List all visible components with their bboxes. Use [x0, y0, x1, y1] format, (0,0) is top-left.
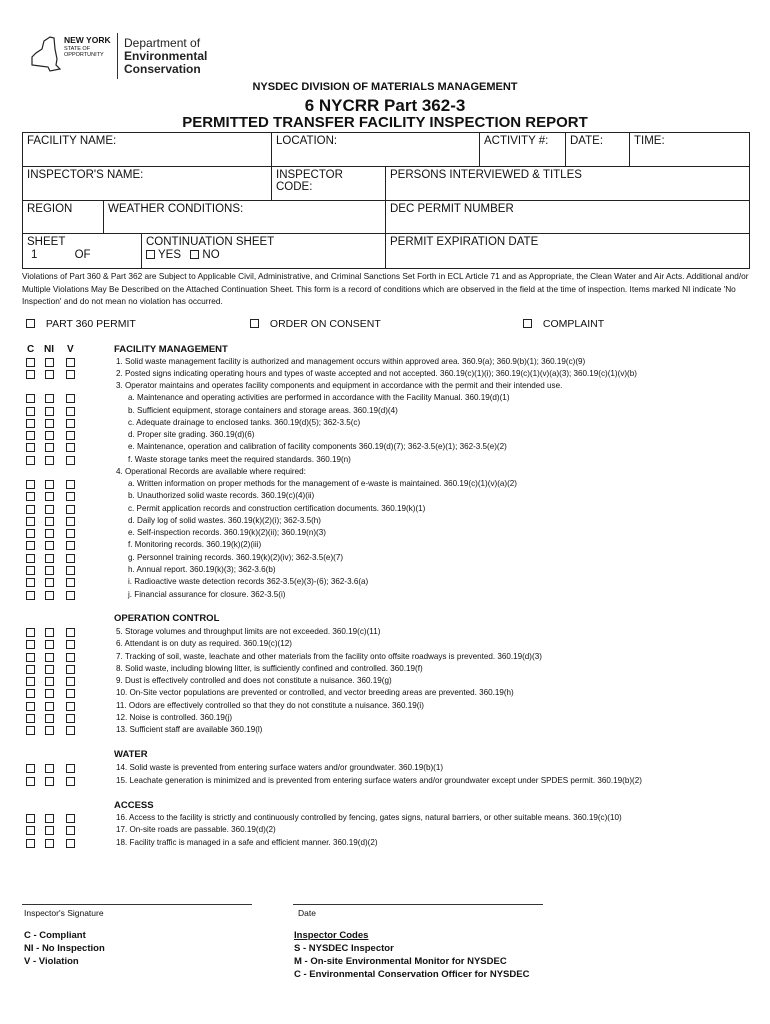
- inspection-item: 10. On-Site vector populations are prevented or controlled, and vector breeding areas are prevented. 360.19(h): [116, 688, 514, 697]
- state-sub-1: STATE OF: [64, 46, 91, 52]
- inspection-item: a. Written information on proper methods for the management of e-waste is maintained. 360.19(c)(1)(v)(a)(2): [128, 479, 517, 488]
- violation-checkbox[interactable]: [66, 764, 75, 773]
- inspection-item: 5. Storage volumes and throughput limits are not exceeded. 360.19(c)(11): [116, 627, 381, 636]
- violation-checkbox[interactable]: [66, 777, 75, 786]
- part-heading: 6 NYCRR Part 362-3: [304, 96, 466, 115]
- no-inspection-checkbox[interactable]: [45, 653, 54, 662]
- division-heading: NYSDEC DIVISION OF MATERIALS MANAGEMENT: [252, 81, 518, 93]
- access-heading: ACCESS: [114, 800, 154, 811]
- compliant-checkbox[interactable]: [26, 443, 35, 452]
- compliant-checkbox[interactable]: [26, 456, 35, 465]
- violation-checkbox[interactable]: [66, 431, 75, 440]
- no-inspection-checkbox[interactable]: [45, 764, 54, 773]
- violation-checkbox[interactable]: [66, 826, 75, 835]
- compliant-checkbox[interactable]: [26, 702, 35, 711]
- date-line[interactable]: [293, 904, 543, 905]
- no-inspection-checkbox[interactable]: [45, 407, 54, 416]
- department-name: [124, 37, 207, 76]
- compliant-checkbox[interactable]: [26, 839, 35, 848]
- compliant-checkbox[interactable]: [26, 764, 35, 773]
- location-field[interactable]: [272, 133, 479, 166]
- date-label: DATE:: [570, 135, 604, 147]
- logo-divider: [117, 33, 118, 79]
- no-inspection-checkbox[interactable]: [45, 640, 54, 649]
- violation-checkbox[interactable]: [66, 529, 75, 538]
- region-label: REGION: [27, 203, 73, 215]
- no-inspection-checkbox[interactable]: [45, 689, 54, 698]
- compliant-checkbox[interactable]: [26, 419, 35, 428]
- compliant-checkbox[interactable]: [26, 407, 35, 416]
- no-inspection-checkbox[interactable]: [45, 370, 54, 379]
- part360-option[interactable]: [26, 318, 136, 330]
- no-label: NO: [202, 249, 220, 261]
- inspection-item: 16. Access to the facility is strictly and continuously controlled by fencing, gates signs, natural barriers, or other suitable means. 360.19(c)(10): [116, 813, 622, 822]
- water-heading: WATER: [114, 749, 148, 760]
- compliant-checkbox[interactable]: [26, 665, 35, 674]
- facility-name-field[interactable]: [23, 133, 271, 166]
- inspection-item: 7. Tracking of soil, waste, leachate and other materials from the facility onto offsite roadways is prevented. 360.19(d)(3): [116, 652, 542, 661]
- state-sub-2: OPPORTUNITY: [64, 52, 104, 58]
- compliant-checkbox[interactable]: [26, 505, 35, 514]
- compliant-checkbox[interactable]: [26, 640, 35, 649]
- inspector-codes-title: Inspector Codes: [294, 930, 369, 941]
- inspection-item: 4. Operational Records are available where required:: [116, 467, 306, 476]
- nysdec-logo: [28, 33, 218, 85]
- violation-checkbox[interactable]: [66, 517, 75, 526]
- region-field[interactable]: [23, 201, 103, 233]
- compliant-checkbox[interactable]: [26, 492, 35, 501]
- violation-checkbox[interactable]: [66, 505, 75, 514]
- legend-violation: V - Violation: [24, 956, 79, 967]
- compliant-checkbox[interactable]: [26, 591, 35, 600]
- column-ni-header: NI: [44, 344, 54, 355]
- inspection-item: 17. On-site roads are passable. 360.19(d)(2): [116, 825, 276, 834]
- violation-checkbox[interactable]: [66, 370, 75, 379]
- inspection-item: h. Annual report. 360.19(k)(3); 362-3.6(b): [128, 565, 276, 574]
- continuation-label: CONTINUATION SHEET: [146, 236, 275, 248]
- violation-checkbox[interactable]: [66, 566, 75, 575]
- violation-checkbox[interactable]: [66, 554, 75, 563]
- inspection-item: f. Waste storage tanks meet the required standards. 360.19(n): [128, 455, 351, 464]
- inspection-item: 14. Solid waste is prevented from entering surface waters and/or groundwater. 360.19(b)(1): [116, 763, 444, 772]
- violation-checkbox[interactable]: [66, 640, 75, 649]
- inspection-item: f. Monitoring records. 360.19(k)(2)(iii): [128, 540, 262, 549]
- state-name: NEW YORK: [64, 35, 111, 45]
- compliant-checkbox[interactable]: [26, 529, 35, 538]
- violation-checkbox[interactable]: [66, 480, 75, 489]
- violation-checkbox[interactable]: [66, 814, 75, 823]
- violation-checkbox[interactable]: [66, 578, 75, 587]
- violation-checkbox[interactable]: [66, 407, 75, 416]
- complaint-label: COMPLAINT: [542, 318, 605, 330]
- dec-permit-label: DEC PERMIT NUMBER: [390, 203, 514, 215]
- weather-label: WEATHER CONDITIONS:: [108, 203, 244, 215]
- no-checkbox[interactable]: [190, 250, 199, 259]
- no-inspection-checkbox[interactable]: [45, 628, 54, 637]
- inspector-code-field[interactable]: [272, 167, 385, 200]
- sheet-number-row: [27, 249, 137, 261]
- compliant-checkbox[interactable]: [26, 394, 35, 403]
- legend-no-inspection: NI - No Inspection: [24, 943, 105, 954]
- inspection-item: 11. Odors are effectively controlled so that they do not constitute a nuisance. 360.19(i): [116, 701, 424, 710]
- no-inspection-checkbox[interactable]: [45, 714, 54, 723]
- time-field[interactable]: [630, 133, 749, 166]
- violation-checkbox[interactable]: [66, 628, 75, 637]
- no-inspection-checkbox[interactable]: [45, 529, 54, 538]
- dept-line-1: Department of: [124, 36, 201, 50]
- no-inspection-checkbox[interactable]: [45, 517, 54, 526]
- persons-interviewed-label: PERSONS INTERVIEWED & TITLES: [390, 169, 582, 181]
- violation-checkbox[interactable]: [66, 591, 75, 600]
- date-field[interactable]: [566, 133, 629, 166]
- inspection-item: 1. Solid waste management facility is authorized and management occurs within approved area. 360.9(a); 360.9(b)(1); 360.19(c)(9): [116, 357, 586, 366]
- permit-expiration-field[interactable]: [386, 234, 749, 268]
- compliant-checkbox[interactable]: [26, 554, 35, 563]
- no-inspection-checkbox[interactable]: [45, 431, 54, 440]
- violation-checkbox[interactable]: [66, 358, 75, 367]
- no-inspection-checkbox[interactable]: [45, 480, 54, 489]
- status-legend: [24, 929, 105, 968]
- violation-checkbox[interactable]: [66, 726, 75, 735]
- inspection-item: 8. Solid waste, including blowing litter, is sufficiently confined and controlled. 360.19(f): [116, 664, 423, 673]
- compliant-checkbox[interactable]: [26, 826, 35, 835]
- violation-checkbox[interactable]: [66, 443, 75, 452]
- inspection-item: c. Permit application records and construction certification documents. 360.19(k)(1): [128, 504, 426, 513]
- continuation-options: [146, 249, 381, 261]
- inspection-item: g. Personnel training records. 360.19(k)(2)(iv); 362-3.5(e)(7): [128, 553, 344, 562]
- compliant-checkbox[interactable]: [26, 578, 35, 587]
- violation-checkbox[interactable]: [66, 702, 75, 711]
- inspection-item: e. Self-inspection records. 360.19(k)(2)(ii); 360.19(n)(3): [128, 528, 326, 537]
- no-inspection-checkbox[interactable]: [45, 702, 54, 711]
- signature-label: Inspector's Signature: [24, 908, 104, 918]
- facility-name-label: FACILITY NAME:: [27, 135, 117, 147]
- compliant-checkbox[interactable]: [26, 480, 35, 489]
- code-c: C - Environmental Conservation Officer for NYSDEC: [294, 969, 530, 980]
- column-v-header: V: [67, 344, 74, 355]
- inspection-item: i. Radioactive waste detection records 362-3.5(e)(3)-(6); 362-3.6(a): [128, 577, 369, 586]
- permit-expiration-label: PERMIT EXPIRATION DATE: [390, 236, 539, 248]
- violations-notice: Violations of Part 360 & Part 362 are Subject to Applicable Civil, Administrative, and Criminal Sanctions Set Forth in ECL Article 71 and as Appropriate, the Clean Water and Air Acts. Additional and/or Multiple Violations May Be Described on the Attached Continuation Sheet. This form is a record of conditions which are observed in the field at the time of inspection. Items marked NI indicate 'No Inspection' and do not mean no violation has occurred.: [22, 271, 749, 306]
- operation-control-heading: OPERATION CONTROL: [114, 613, 220, 624]
- no-inspection-checkbox[interactable]: [45, 578, 54, 587]
- compliant-checkbox[interactable]: [26, 358, 35, 367]
- header-form-grid: [22, 132, 750, 269]
- signature-date-label: Date: [298, 908, 316, 918]
- compliant-checkbox[interactable]: [26, 431, 35, 440]
- report-title: PERMITTED TRANSFER FACILITY INSPECTION REPORT: [182, 114, 588, 131]
- no-inspection-checkbox[interactable]: [45, 456, 54, 465]
- inspector-codes-legend: [294, 929, 529, 981]
- complaint-option[interactable]: [523, 318, 604, 330]
- no-inspection-checkbox[interactable]: [45, 358, 54, 367]
- sheet-field[interactable]: [23, 234, 141, 268]
- no-inspection-checkbox[interactable]: [45, 777, 54, 786]
- inspection-item: 18. Facility traffic is managed in a safe and efficient manner. 360.19(d)(2): [116, 838, 378, 847]
- no-inspection-checkbox[interactable]: [45, 839, 54, 848]
- part360-checkbox[interactable]: [26, 319, 35, 328]
- inspection-item: 2. Posted signs indicating operating hours and types of waste accepted and not accepted. 360.19(c)(1)(i); 360.19(c)(1)(v)(a)(3); 360.19(c)(1)(v)(b): [116, 369, 637, 378]
- part360-label: PART 360 PERMIT: [45, 318, 136, 330]
- new-york-state-map-icon: [28, 35, 62, 75]
- sheet-label: SHEET: [27, 236, 66, 248]
- violation-checkbox[interactable]: [66, 419, 75, 428]
- inspector-name-field[interactable]: [23, 167, 271, 200]
- continuation-field: [142, 234, 385, 268]
- column-c-header: C: [27, 344, 35, 355]
- consent-option[interactable]: [250, 318, 381, 330]
- code-s: S - NYSDEC Inspector: [294, 943, 394, 954]
- complaint-checkbox[interactable]: [523, 319, 532, 328]
- violation-checkbox[interactable]: [66, 677, 75, 686]
- inspection-item: d. Daily log of solid wastes. 360.19(k)(2)(i); 362-3.5(h): [128, 516, 321, 525]
- inspection-item: e. Maintenance, operation and calibration of facility components 360.19(d)(7); 362-3.5(e)(1); 362-3.5(e)(2): [128, 442, 507, 451]
- inspection-item: a. Maintenance and operating activities are performed in accordance with the Facility Manual. 360.19(d)(1): [128, 393, 510, 402]
- state-sub: [64, 46, 104, 58]
- inspection-item: c. Adequate drainage to enclosed tanks. 360.19(d)(5); 362-3.5(c): [128, 418, 361, 427]
- inspector-code-label: INSPECTOR CODE:: [276, 169, 343, 193]
- compliant-checkbox[interactable]: [26, 777, 35, 786]
- location-label: LOCATION:: [276, 135, 338, 147]
- yes-checkbox[interactable]: [146, 250, 155, 259]
- violation-checkbox[interactable]: [66, 653, 75, 662]
- dec-permit-field[interactable]: [386, 201, 749, 233]
- violation-checkbox[interactable]: [66, 689, 75, 698]
- inspection-item: 3. Operator maintains and operates facility components and equipment in accordance with the permit and their intended use.: [116, 381, 563, 390]
- inspection-item: 9. Dust is effectively controlled and does not constitute a nuisance. 360.19(g): [116, 676, 392, 685]
- no-inspection-checkbox[interactable]: [45, 443, 54, 452]
- time-label: TIME:: [634, 135, 665, 147]
- violation-checkbox[interactable]: [66, 665, 75, 674]
- no-inspection-checkbox[interactable]: [45, 541, 54, 550]
- consent-checkbox[interactable]: [250, 319, 259, 328]
- violation-checkbox[interactable]: [66, 456, 75, 465]
- inspection-item: 12. Noise is controlled. 360.19(j): [116, 713, 233, 722]
- dept-line-3: Conservation: [124, 62, 201, 76]
- code-m: M - On-site Environmental Monitor for NYSDEC: [294, 956, 507, 967]
- no-inspection-checkbox[interactable]: [45, 566, 54, 575]
- compliant-checkbox[interactable]: [26, 566, 35, 575]
- compliant-checkbox[interactable]: [26, 541, 35, 550]
- compliant-checkbox[interactable]: [26, 370, 35, 379]
- violation-checkbox[interactable]: [66, 394, 75, 403]
- violation-checkbox[interactable]: [66, 541, 75, 550]
- no-inspection-checkbox[interactable]: [45, 665, 54, 674]
- inspection-item: 6. Attendant is on duty as required. 360.19(c)(12): [116, 639, 292, 648]
- compliant-checkbox[interactable]: [26, 517, 35, 526]
- sheet-number: 1: [31, 249, 38, 261]
- compliant-checkbox[interactable]: [26, 726, 35, 735]
- sheet-of: OF: [74, 249, 91, 261]
- no-inspection-checkbox[interactable]: [45, 677, 54, 686]
- compliant-checkbox[interactable]: [26, 653, 35, 662]
- facility-management-heading: FACILITY MANAGEMENT: [114, 344, 228, 355]
- violation-checkbox[interactable]: [66, 839, 75, 848]
- no-inspection-checkbox[interactable]: [45, 505, 54, 514]
- inspection-item: 13. Sufficient staff are available 360.19(l): [116, 725, 263, 734]
- dept-line-2: Environmental: [124, 49, 208, 63]
- yes-label: YES: [158, 249, 182, 261]
- compliant-checkbox[interactable]: [26, 814, 35, 823]
- activity-field[interactable]: [480, 133, 565, 166]
- no-inspection-checkbox[interactable]: [45, 554, 54, 563]
- compliant-checkbox[interactable]: [26, 714, 35, 723]
- no-inspection-checkbox[interactable]: [45, 726, 54, 735]
- compliant-checkbox[interactable]: [26, 628, 35, 637]
- compliant-checkbox[interactable]: [26, 677, 35, 686]
- activity-label: ACTIVITY #:: [484, 135, 549, 147]
- inspection-item: 15. Leachate generation is minimized and is prevented from entering surface waters and/or groundwater except under SPDES permit. 360.19(b)(2): [116, 776, 642, 785]
- signature-line[interactable]: [22, 904, 252, 905]
- no-inspection-checkbox[interactable]: [45, 826, 54, 835]
- inspection-item: b. Sufficient equipment, storage containers and storage areas. 360.19(d)(4): [128, 406, 398, 415]
- inspector-name-label: INSPECTOR'S NAME:: [27, 169, 144, 181]
- consent-label: ORDER ON CONSENT: [269, 318, 381, 330]
- legend-compliant: C - Compliant: [24, 930, 86, 941]
- inspection-item: j. Financial assurance for closure. 362-3.5(i): [128, 590, 286, 599]
- weather-field[interactable]: [104, 201, 385, 233]
- no-inspection-checkbox[interactable]: [45, 394, 54, 403]
- violation-checkbox[interactable]: [66, 714, 75, 723]
- no-inspection-checkbox[interactable]: [45, 591, 54, 600]
- no-inspection-checkbox[interactable]: [45, 814, 54, 823]
- compliant-checkbox[interactable]: [26, 689, 35, 698]
- no-inspection-checkbox[interactable]: [45, 492, 54, 501]
- violation-checkbox[interactable]: [66, 492, 75, 501]
- inspection-item: d. Proper site grading. 360.19(d)(6): [128, 430, 255, 439]
- no-inspection-checkbox[interactable]: [45, 419, 54, 428]
- inspection-item: b. Unauthorized solid waste records. 360.19(c)(4)(ii): [128, 491, 315, 500]
